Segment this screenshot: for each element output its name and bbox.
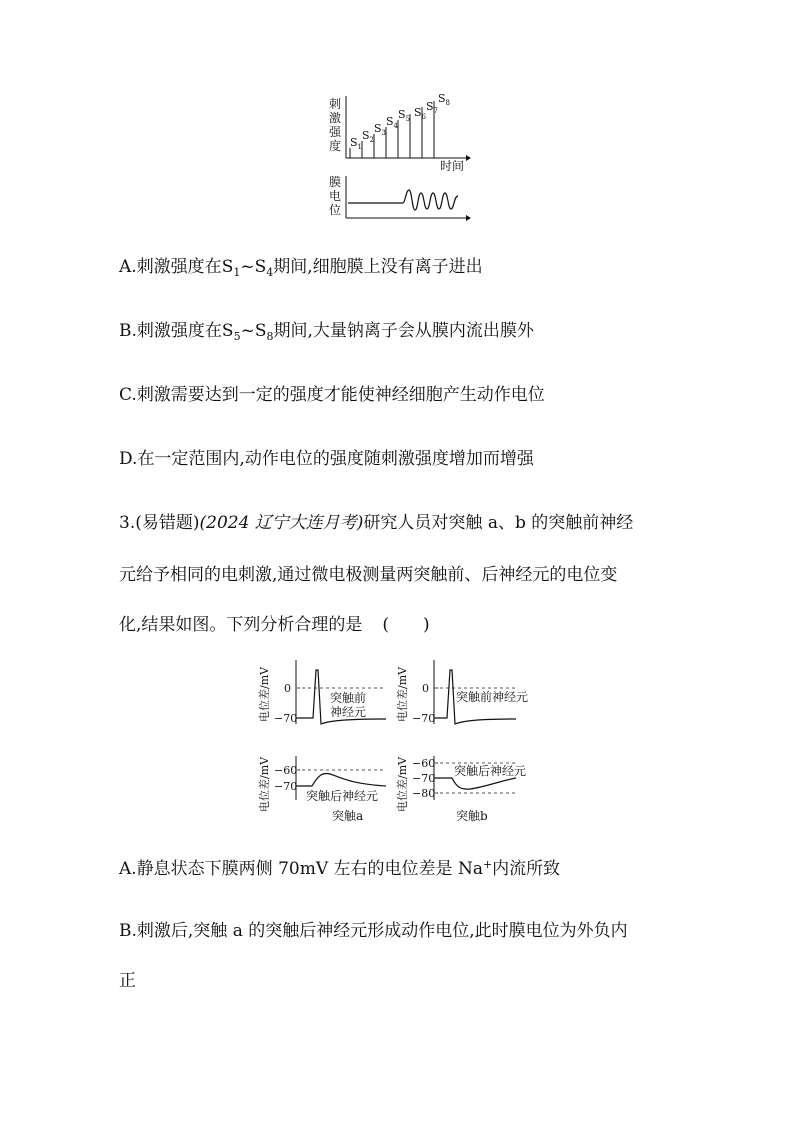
bottom-right-label: 突触后神经元 xyxy=(454,764,527,778)
y-axis-label: 电位差/mV xyxy=(258,756,271,812)
tick-label: −70 xyxy=(412,772,436,785)
axis-arrow xyxy=(466,215,471,221)
top-right-label: 突触前神经元 xyxy=(456,690,529,704)
option-a-q2: A.刺激强度在$S_1\sim S_4$期间,细胞膜上没有离子进出 xyxy=(119,257,483,279)
tick-label: −70 xyxy=(274,780,298,793)
tick-label: 0 xyxy=(422,682,429,695)
tick-label: −70 xyxy=(274,712,298,725)
y-axis-label: 电位差/mV xyxy=(396,756,409,812)
y-axis-label: 电位差/mV xyxy=(396,666,409,722)
top-left-label: 突触前 xyxy=(330,691,367,705)
y-label-char: 激 xyxy=(329,111,342,125)
stimulus-figure xyxy=(0,0,794,230)
option-b-q3-line-2: 正 xyxy=(119,971,136,991)
question-3-line-2: 元给予相同的电刺激,通过微电极测量两突触前、后神经元的电位变 xyxy=(119,565,618,585)
question-3-line-1: 3.(易错题)(2024 辽宁大连月考)研究人员对突触 a、b 的突触前神经 xyxy=(119,513,634,533)
stimulus-label-s8: $S_8$ xyxy=(438,92,451,107)
postsynaptic-trace-a xyxy=(296,774,386,787)
y-axis-label: 电位差/mV xyxy=(258,666,271,722)
stimulus-label-s5: $S_5$ xyxy=(398,108,411,123)
tick-label: 0 xyxy=(284,682,291,695)
membrane-potential-trace xyxy=(348,190,458,210)
stimulus-label-s4: $S_4$ xyxy=(386,115,399,130)
tick-label: −70 xyxy=(412,712,436,725)
option-a-q3: A.静息状态下膜两侧 70mV 左右的电位差是 Na+内流所致 xyxy=(119,858,561,879)
y-label-char: 刺 xyxy=(329,97,342,111)
question-3-line-3: 化,结果如图。下列分析合理的是 ( ) xyxy=(119,615,430,635)
stimulus-label-s7: $S_7$ xyxy=(426,100,439,115)
stimulus-label-s1: $S_1$ xyxy=(350,136,363,151)
top-left-label: 神经元 xyxy=(330,705,367,719)
y-label-char: 度 xyxy=(329,139,342,153)
y-label-char: 电 xyxy=(329,189,342,203)
x-label: 时间 xyxy=(440,159,465,173)
caption-b: 突触b xyxy=(456,809,488,823)
stimulus-label-s3: $S_3$ xyxy=(374,122,387,137)
tick-label: −80 xyxy=(412,787,436,800)
axis-arrow xyxy=(466,155,471,161)
y-label-char: 膜 xyxy=(329,175,342,189)
caption-a: 突触a xyxy=(332,809,364,823)
stimulus-labels xyxy=(350,92,450,151)
option-b-q3-line-1: B.刺激后,突触 a 的突触后神经元形成动作电位,此时膜电位为外负内 xyxy=(119,921,628,941)
option-d-q2: D.在一定范围内,动作电位的强度随刺激强度增加而增强 xyxy=(119,449,534,469)
tick-label: −60 xyxy=(412,757,436,770)
synapse-figure xyxy=(0,650,794,850)
answer-parentheses: ( ) xyxy=(382,615,430,635)
bottom-label: 突触后神经元 xyxy=(306,789,379,803)
y-label-char: 强 xyxy=(329,125,342,139)
stimulus-label-s6: $S_6$ xyxy=(414,106,427,121)
stimulus-label-s2: $S_2$ xyxy=(362,129,375,144)
tick-label: −60 xyxy=(274,764,298,777)
postsynaptic-trace-b xyxy=(434,778,516,789)
option-c-q2: C.刺激需要达到一定的强度才能使神经细胞产生动作电位 xyxy=(119,385,545,405)
option-b-q2: B.刺激强度在$S_5\sim S_8$期间,大量钠离子会从膜内流出膜外 xyxy=(119,321,534,343)
y-label-char: 位 xyxy=(329,203,342,217)
